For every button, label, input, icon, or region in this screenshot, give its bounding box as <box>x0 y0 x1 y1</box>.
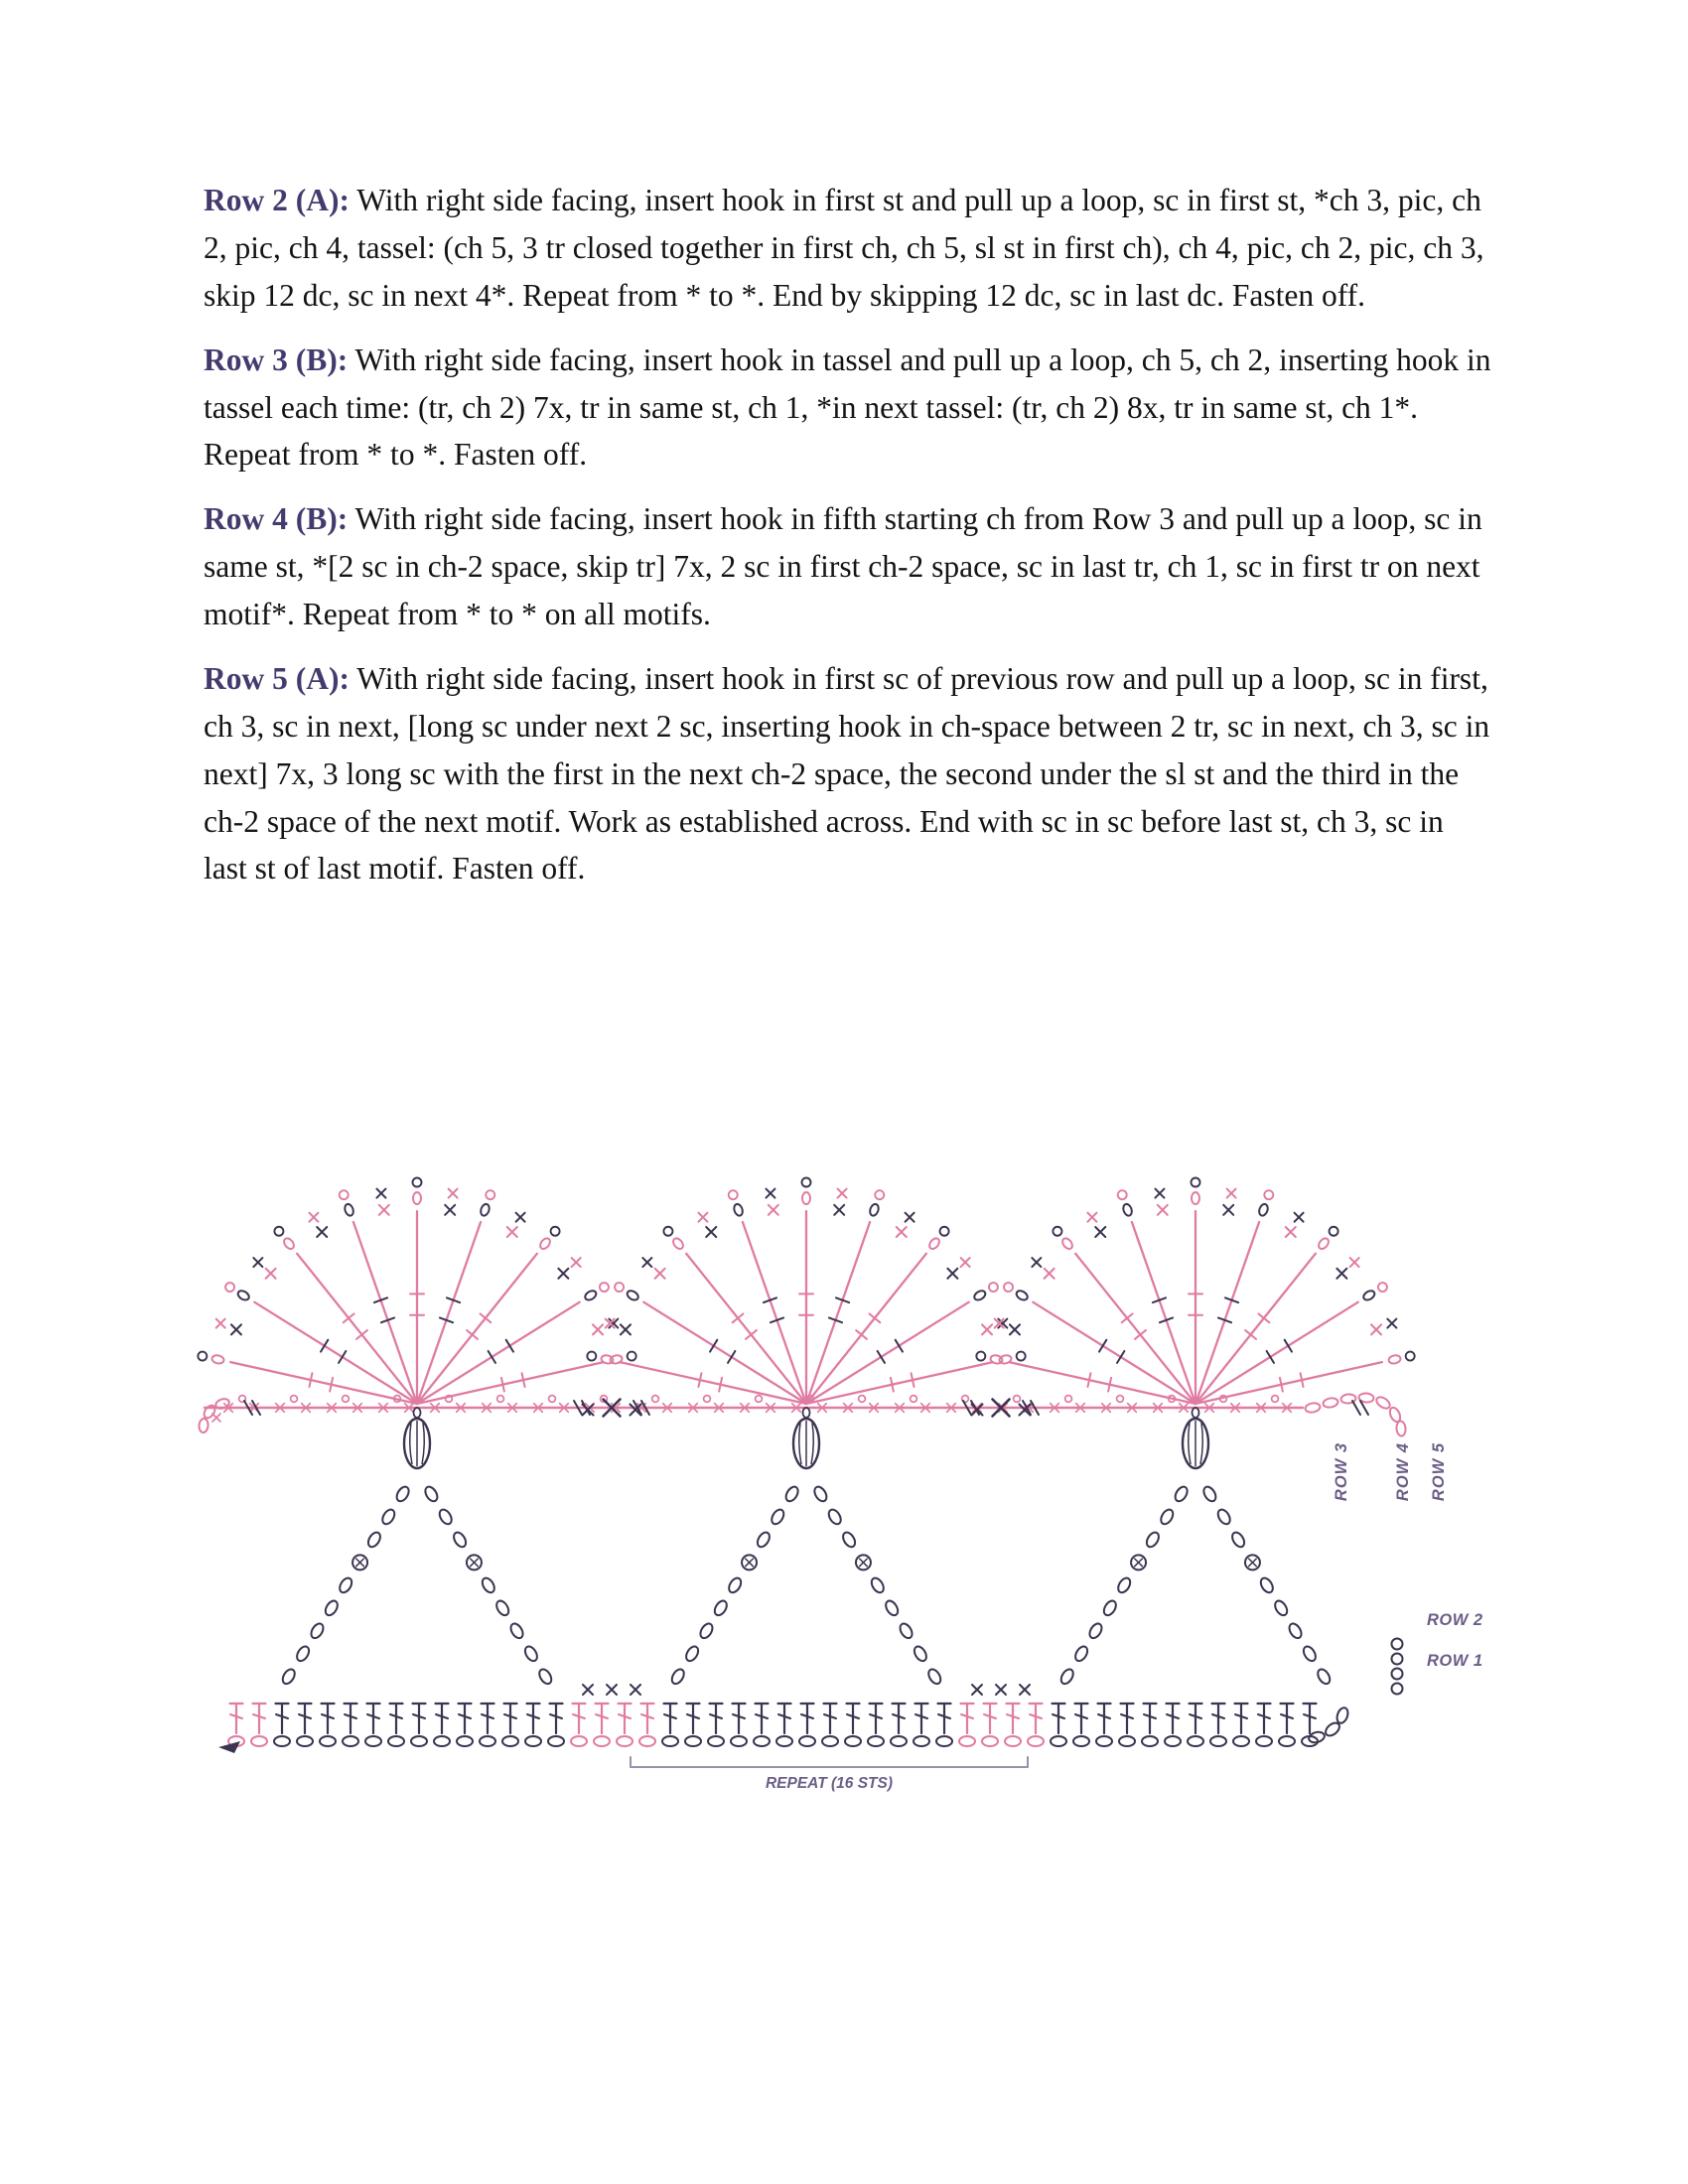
row-2-chart-label: ROW 2 <box>1427 1611 1483 1629</box>
row-5-paragraph <box>204 655 1494 892</box>
row-5-chart-label: ROW 5 <box>1430 1442 1448 1502</box>
row-4-label: Row 4 (B): <box>204 501 349 537</box>
row-4-text: With right side facing, insert hook in fifth starting ch from Row 3 and pull up a loop, sc in same st, *[2 sc in ch-2 space, skip tr] 7x, 2 sc in first ch-2 space, sc in last tr, ch 1, sc in first tr on next motif*. Repeat from * to * on all motifs. <box>204 501 1482 631</box>
row-2-paragraph <box>204 177 1494 320</box>
row-2-label: Row 2 (A): <box>204 183 350 217</box>
row-3-text: With right side facing, insert hook in tassel and pull up a loop, ch 5, ch 2, inserting hook in tassel each time: (tr, ch 2) 7x, tr in same st, ch 1, *in next tassel: (tr, ch 2) 8x, tr in same st, ch 1*. Repeat from * to *. Fasten off. <box>204 341 1491 473</box>
row-2-text: With right side facing, insert hook in first st and pull up a loop, sc in first st, *ch 3, pic, ch 2, pic, ch 4, tassel: (ch 5, 3 tr closed together in first ch, ch 5, sl st in first ch), ch 4, pic, ch 2, pic, ch 3, skip 12 dc, sc in next 4*. Repeat from * to *. End by skipping 12 dc, sc in last dc. Fasten off. <box>204 183 1484 313</box>
row-3-label: Row 3 (B): <box>204 341 349 377</box>
repeat-label: REPEAT (16 STS) <box>765 1775 894 1792</box>
row-3-paragraph <box>204 337 1494 479</box>
row-1-chart-label: ROW 1 <box>1427 1652 1483 1670</box>
row-4-chart-label: ROW 4 <box>1394 1442 1412 1502</box>
row-5-text: With right side facing, insert hook in first sc of previous row and pull up a loop, sc in first, ch 3, sc in next, [long sc under next 2 sc, inserting hook in ch-space between 2 tr, sc in next, ch 3, sc in next] 7x, 3 long sc with the first in the next ch-2 space, the second under the sl st and the third in the ch-2 space of the next motif. Work as established across. End with sc in sc before last st, ch 3, sc in last st of last motif. Fasten off. <box>204 660 1490 887</box>
row-3-chart-label: ROW 3 <box>1333 1442 1350 1502</box>
pattern-instructions <box>204 177 1494 909</box>
crochet-chart-area <box>189 1160 1539 1835</box>
row-4-paragraph <box>204 495 1494 638</box>
row-5-label: Row 5 (A): <box>204 660 350 696</box>
